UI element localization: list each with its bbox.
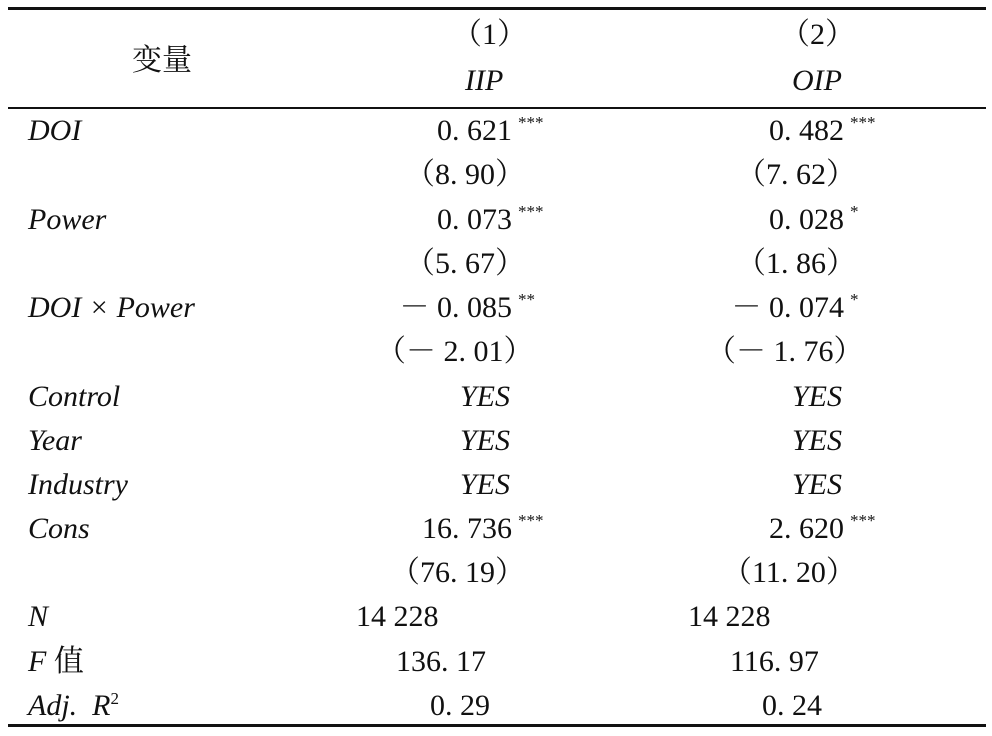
doi-tstat-col2: （7. 62） <box>736 158 856 191</box>
row-label-cons: Cons <box>28 512 90 545</box>
cons-stars-col1: *** <box>518 511 544 530</box>
adj-r2-col1: 0. 29 <box>430 689 490 722</box>
power-coef-col1: 0. 073 <box>437 203 512 236</box>
industry-col1: YES <box>460 468 511 501</box>
year-col1: YES <box>460 424 511 457</box>
col2-number: （2） <box>780 18 855 51</box>
bottom-rule <box>8 724 986 727</box>
doi-coef-col2: 0. 482 <box>769 114 844 147</box>
power-coef-col2: 0. 028 <box>769 203 844 236</box>
interaction-tstat-col2: （－ 1. 76） <box>706 335 864 368</box>
interaction-coef-col2: － 0. 074 <box>731 291 844 324</box>
interaction-coef-col1: － 0. 085 <box>399 291 512 324</box>
adj-r2-col2: 0. 24 <box>762 689 822 722</box>
col2-name: OIP <box>792 64 842 97</box>
f-col2: 116. 97 <box>730 645 819 678</box>
row-label-f <box>28 645 84 679</box>
interaction-tstat-col1: （－ 2. 01） <box>376 335 534 368</box>
cons-stars-col2: *** <box>850 511 876 530</box>
adj-r2-superscript: 2 <box>110 689 119 708</box>
row-label-n: N <box>28 600 49 633</box>
doi-stars-col2: *** <box>850 113 876 132</box>
cons-tstat-col2: （11. 20） <box>722 556 856 589</box>
control-col1: YES <box>460 380 511 413</box>
adj-r2-label: Adj. R <box>28 689 111 722</box>
power-tstat-col1: （5. 67） <box>405 247 525 280</box>
f-col1: 136. 17 <box>396 645 486 678</box>
row-label-interaction: DOI × Power <box>28 291 195 324</box>
variable-header: 变量 <box>132 44 192 77</box>
top-rule <box>8 7 986 10</box>
power-stars-col1: *** <box>518 202 544 221</box>
f-label-italic: F <box>28 645 47 678</box>
row-label-doi: DOI <box>28 114 82 147</box>
row-label-adj-r2 <box>28 689 119 723</box>
row-label-industry: Industry <box>28 468 128 501</box>
interaction-stars-col2: * <box>850 290 859 309</box>
cons-tstat-col1: （76. 19） <box>390 556 525 589</box>
header-rule <box>8 107 986 109</box>
cons-coef-col1: 16. 736 <box>422 512 512 545</box>
row-label-power: Power <box>28 203 107 236</box>
doi-coef-col1: 0. 621 <box>437 114 512 147</box>
power-tstat-col2: （1. 86） <box>736 247 856 280</box>
doi-tstat-col1: （8. 90） <box>405 158 525 191</box>
f-label-rest: 值 <box>46 645 84 678</box>
year-col2: YES <box>792 424 843 457</box>
doi-stars-col1: *** <box>518 113 544 132</box>
cons-coef-col2: 2. 620 <box>769 512 844 545</box>
power-stars-col2: * <box>850 202 859 221</box>
col1-name: IIP <box>465 64 504 97</box>
col1-number: （1） <box>452 18 527 51</box>
n-col2: 14 228 <box>688 600 771 633</box>
row-label-year: Year <box>28 424 82 457</box>
control-col2: YES <box>792 380 843 413</box>
industry-col2: YES <box>792 468 843 501</box>
n-col1: 14 228 <box>356 600 439 633</box>
interaction-stars-col1: ** <box>518 290 535 309</box>
row-label-control: Control <box>28 380 121 413</box>
